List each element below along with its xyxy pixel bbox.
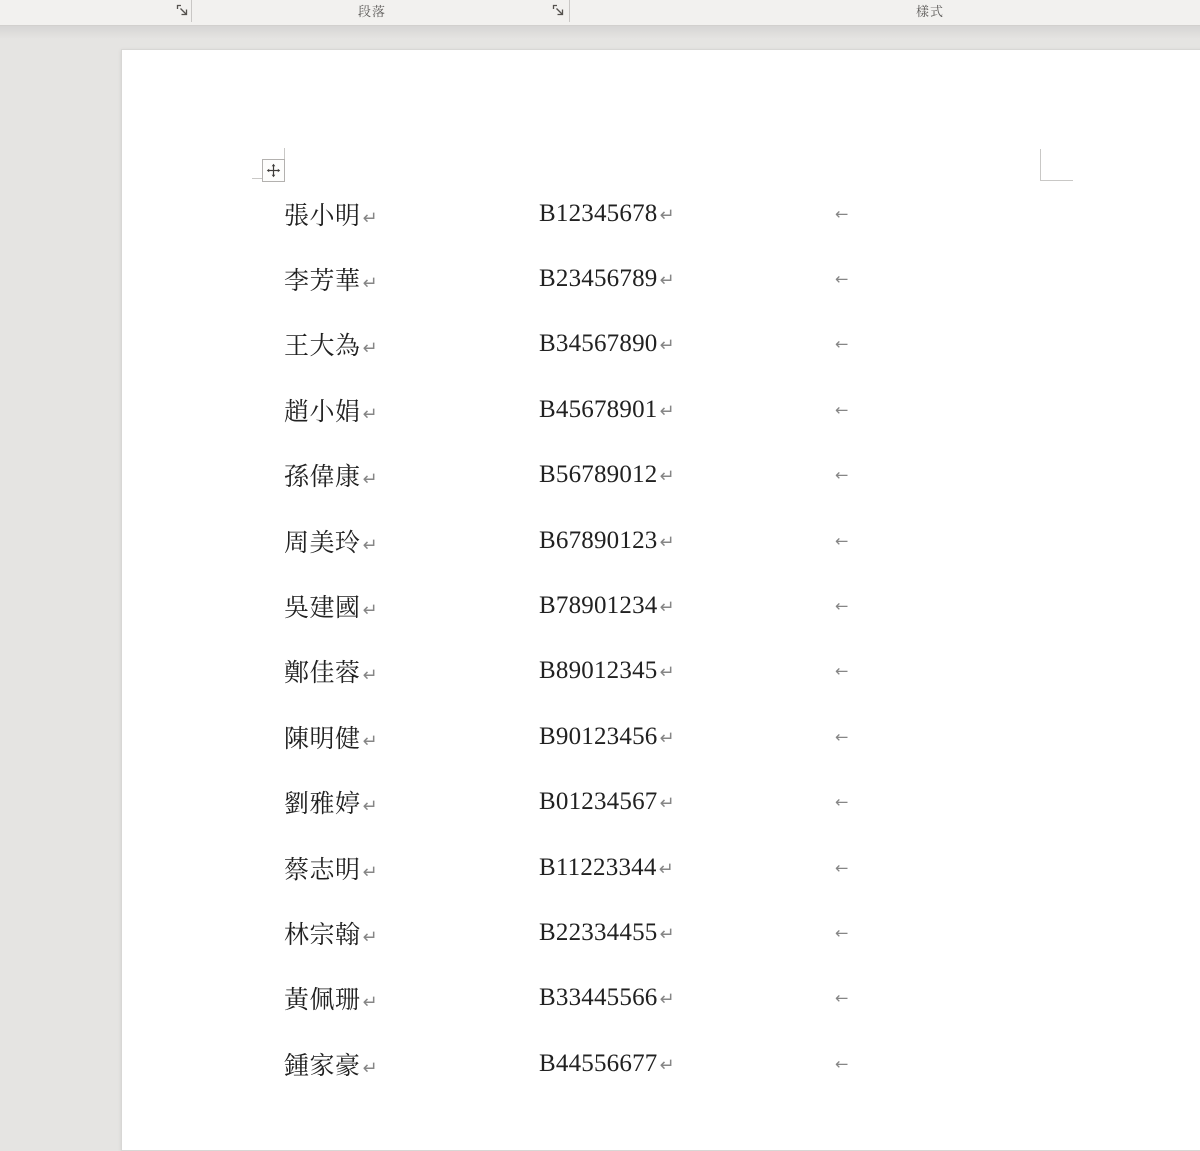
name-cell xyxy=(284,457,378,493)
ribbon-group-separator xyxy=(569,0,570,22)
name-cell xyxy=(284,196,378,232)
table-row xyxy=(122,377,1200,442)
empty-cell xyxy=(835,1054,848,1073)
paragraph-mark-icon: ↵ xyxy=(362,207,378,229)
student-id: B12345678 xyxy=(539,199,658,227)
table-row xyxy=(122,508,1200,573)
table-row xyxy=(122,835,1200,900)
student-name: 張小明 xyxy=(284,202,361,230)
student-name: 吳建國 xyxy=(284,595,361,623)
ribbon-group-label-styles: 樣式 xyxy=(915,4,945,19)
student-id: B44556677 xyxy=(539,1049,658,1077)
student-id: B11223344 xyxy=(539,853,657,881)
empty-paragraph-mark-icon: ← xyxy=(835,792,849,812)
empty-cell xyxy=(835,858,848,877)
id-cell xyxy=(539,984,675,1012)
paragraph-mark-icon: ↵ xyxy=(659,335,675,357)
student-name: 陳明健 xyxy=(284,725,361,753)
empty-paragraph-mark-icon: ← xyxy=(835,334,849,354)
student-name: 鍾家豪 xyxy=(284,1052,361,1080)
name-cell xyxy=(284,1046,378,1082)
name-cell xyxy=(284,784,378,820)
student-id: B01234567 xyxy=(539,788,658,816)
table-row xyxy=(122,573,1200,638)
student-id: B22334455 xyxy=(539,918,658,946)
student-name: 林宗翰 xyxy=(284,921,361,949)
name-cell xyxy=(284,719,378,755)
name-cell xyxy=(284,915,378,951)
paragraph-mark-icon: ↵ xyxy=(659,727,675,749)
table-move-handle[interactable] xyxy=(262,159,285,182)
margin-corner-mark-top-right xyxy=(1040,149,1041,181)
paragraph-mark-icon: ↵ xyxy=(659,531,675,553)
paragraph-mark-icon: ↵ xyxy=(659,466,675,488)
id-cell xyxy=(539,330,675,358)
paragraph-mark-icon: ↵ xyxy=(362,403,378,425)
styles-dialog-launcher-icon[interactable] xyxy=(552,4,567,19)
table-row xyxy=(122,900,1200,965)
paragraph-mark-icon: ↵ xyxy=(362,861,378,883)
ribbon-group-separator xyxy=(191,0,192,22)
student-name: 蔡志明 xyxy=(284,856,361,884)
name-cell xyxy=(284,261,378,297)
paragraph-mark-icon: ↵ xyxy=(659,662,675,684)
id-cell xyxy=(539,1050,675,1078)
id-cell xyxy=(539,527,675,555)
empty-cell xyxy=(835,466,848,485)
student-id: B56789012 xyxy=(539,461,658,489)
paragraph-mark-icon: ↵ xyxy=(362,1057,378,1079)
student-name: 李芳華 xyxy=(284,268,361,296)
table-row xyxy=(122,246,1200,311)
empty-paragraph-mark-icon: ← xyxy=(835,400,849,420)
id-cell xyxy=(539,657,675,685)
paragraph-mark-icon: ↵ xyxy=(362,469,378,491)
name-cell xyxy=(284,980,378,1016)
paragraph-mark-icon: ↵ xyxy=(659,1054,675,1076)
student-name: 黃佩珊 xyxy=(284,987,361,1015)
id-cell xyxy=(539,265,675,293)
empty-paragraph-mark-icon: ← xyxy=(835,661,849,681)
empty-cell xyxy=(835,662,848,681)
name-cell xyxy=(284,326,378,362)
table-row xyxy=(122,1031,1200,1096)
empty-cell xyxy=(835,400,848,419)
table-row xyxy=(122,443,1200,508)
empty-paragraph-mark-icon: ← xyxy=(835,1054,849,1074)
student-id: B45678901 xyxy=(539,395,658,423)
paragraph-mark-icon: ↵ xyxy=(362,534,378,556)
move-arrows-icon xyxy=(266,163,281,178)
empty-paragraph-mark-icon: ← xyxy=(835,923,849,943)
student-id: B67890123 xyxy=(539,526,658,554)
empty-cell xyxy=(835,204,848,223)
id-cell xyxy=(539,200,675,228)
empty-paragraph-mark-icon: ← xyxy=(835,465,849,485)
empty-paragraph-mark-icon: ← xyxy=(835,269,849,289)
table-row xyxy=(122,704,1200,769)
name-cell xyxy=(284,523,378,559)
id-cell xyxy=(539,854,674,882)
paragraph-mark-icon: ↵ xyxy=(659,597,675,619)
empty-paragraph-mark-icon: ← xyxy=(835,858,849,878)
empty-cell xyxy=(835,531,848,550)
paragraph-mark-icon: ↵ xyxy=(362,273,378,295)
id-cell xyxy=(539,788,675,816)
student-name: 趙小娟 xyxy=(284,398,361,426)
name-cell xyxy=(284,850,378,886)
paragraph-mark-icon: ↵ xyxy=(659,793,675,815)
name-cell xyxy=(284,588,378,624)
paragraph-mark-icon: ↵ xyxy=(659,204,675,226)
id-cell xyxy=(539,723,675,751)
empty-paragraph-mark-icon: ← xyxy=(835,988,849,1008)
student-id: B33445566 xyxy=(539,984,658,1012)
table-row xyxy=(122,312,1200,377)
empty-cell xyxy=(835,989,848,1008)
table-row xyxy=(122,639,1200,704)
id-cell xyxy=(539,461,675,489)
student-id: B23456789 xyxy=(539,265,658,293)
name-cell xyxy=(284,653,378,689)
paragraph-mark-icon: ↵ xyxy=(362,600,378,622)
paragraph-dialog-launcher-icon[interactable] xyxy=(176,4,191,19)
student-id: B89012345 xyxy=(539,657,658,685)
empty-paragraph-mark-icon: ← xyxy=(835,596,849,616)
empty-cell xyxy=(835,793,848,812)
paragraph-mark-icon: ↵ xyxy=(658,858,674,880)
document-page xyxy=(121,49,1200,1151)
student-id: B34567890 xyxy=(539,330,658,358)
empty-cell xyxy=(835,335,848,354)
student-name: 周美玲 xyxy=(284,529,361,557)
id-cell xyxy=(539,396,675,424)
table-row xyxy=(122,770,1200,835)
student-name: 孫偉康 xyxy=(284,464,361,492)
student-name: 劉雅婷 xyxy=(284,791,361,819)
empty-paragraph-mark-icon: ← xyxy=(835,531,849,551)
table-row xyxy=(122,181,1200,246)
paragraph-mark-icon: ↵ xyxy=(362,665,378,687)
empty-cell xyxy=(835,923,848,942)
paragraph-mark-icon: ↵ xyxy=(659,400,675,422)
ribbon-group-label-paragraph: 段落 xyxy=(357,4,387,19)
paragraph-mark-icon: ↵ xyxy=(659,270,675,292)
paragraph-mark-icon: ↵ xyxy=(362,730,378,752)
student-table xyxy=(122,181,1200,1096)
empty-paragraph-mark-icon: ← xyxy=(835,727,849,747)
name-cell xyxy=(284,392,378,428)
ribbon-bottom-strip xyxy=(0,0,1200,26)
empty-cell xyxy=(835,727,848,746)
paragraph-mark-icon: ↵ xyxy=(362,992,378,1014)
empty-cell xyxy=(835,597,848,616)
student-name: 鄭佳蓉 xyxy=(284,660,361,688)
paragraph-mark-icon: ↵ xyxy=(362,926,378,948)
paragraph-mark-icon: ↵ xyxy=(659,989,675,1011)
student-id: B78901234 xyxy=(539,592,658,620)
ribbon-shadow xyxy=(0,26,1200,39)
empty-paragraph-mark-icon: ← xyxy=(835,204,849,224)
paragraph-mark-icon: ↵ xyxy=(659,923,675,945)
student-id: B90123456 xyxy=(539,722,658,750)
paragraph-mark-icon: ↵ xyxy=(362,796,378,818)
id-cell xyxy=(539,592,675,620)
student-name: 王大為 xyxy=(284,333,361,361)
empty-cell xyxy=(835,270,848,289)
id-cell xyxy=(539,919,675,947)
table-row xyxy=(122,966,1200,1031)
paragraph-mark-icon: ↵ xyxy=(362,338,378,360)
